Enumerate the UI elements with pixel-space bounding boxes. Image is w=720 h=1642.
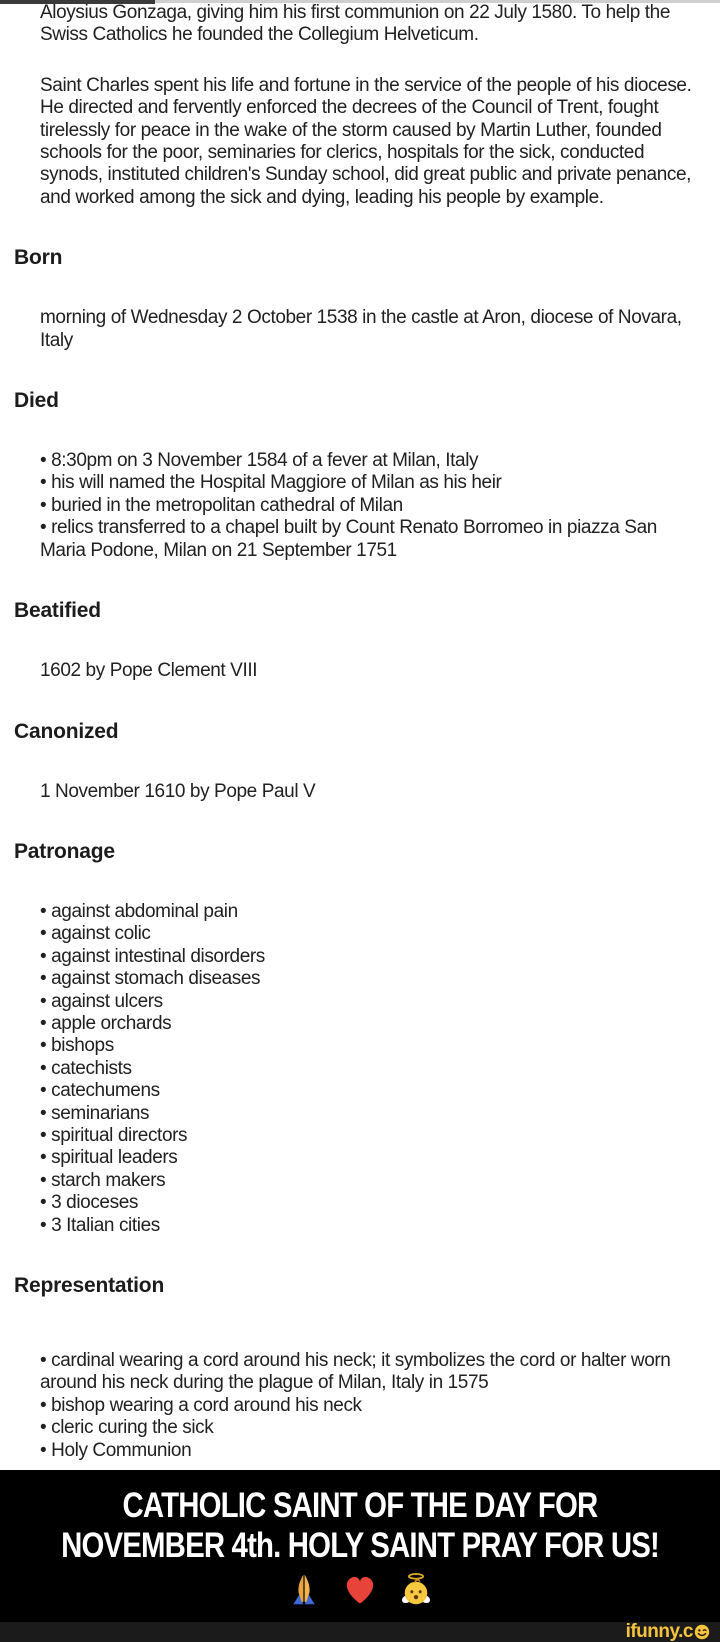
section-heading-beatified: Beatified: [14, 599, 101, 623]
caption-banner: [0, 1470, 720, 1622]
bullet-item: • Holy Communion: [40, 1439, 192, 1461]
bullet-item: • against abdominal pain: [40, 900, 238, 922]
ifunny-logo: [626, 1621, 710, 1642]
section-heading-canonized: Canonized: [14, 719, 119, 743]
intro-paragraph-1: Aloysius Gonzaga, giving him his first communion on 22 July 1580. To help the Swiss Catholics he founded the Collegium Helveticum.: [40, 2, 670, 46]
section-heading-patronage: Patronage: [14, 839, 115, 863]
ifunny-logo-text: ifunny.c: [625, 1621, 693, 1642]
bullet-item: • cleric curing the sick: [40, 1417, 214, 1439]
bullet-item: • against stomach diseases: [40, 968, 261, 990]
praying-hands-emoji: [285, 1571, 323, 1609]
caption-line-1: CATHOLIC SAINT OF THE DAY FOR: [122, 1486, 598, 1525]
bullet-item: • against ulcers: [40, 990, 163, 1012]
section-heading-representation: Representation: [14, 1274, 165, 1297]
bullet-item: • buried in the metropolitan cathedral of Milan: [40, 494, 403, 516]
bullet-item: • apple orchards: [40, 1012, 172, 1034]
bullet-item: • catechumens: [40, 1080, 160, 1102]
bullet-item: • bishops: [40, 1035, 114, 1057]
section-content-died: [40, 450, 692, 562]
bullet-item: • seminarians: [40, 1102, 150, 1124]
bullet-item: • against colic: [40, 923, 151, 945]
section-content-beatified: [40, 660, 692, 682]
red-heart-emoji: [341, 1571, 379, 1609]
bullet-item: • his will named the Hospital Maggiore of Milan as his heir: [40, 472, 502, 494]
bullet-item: • 3 Italian cities: [40, 1214, 160, 1236]
emoji-row: [0, 1571, 720, 1609]
section-content-canonized: [40, 781, 692, 803]
baby-angel-emoji: [397, 1571, 435, 1609]
bullet-item: • 3 dioceses: [40, 1192, 138, 1214]
bullet-item: • cardinal wearing a cord around his neck; it symbolizes the cord or halter worn around his neck during the plague of Milan, Italy in 1575: [40, 1350, 671, 1394]
caption-line-2: NOVEMBER 4th. HOLY SAINT PRAY FOR US!: [61, 1526, 659, 1565]
section-heading-born: Born: [14, 246, 63, 270]
watermark-bar: [0, 1622, 720, 1642]
section-content-representation: [40, 1350, 692, 1462]
bullet-item: • bishop wearing a cord around his neck: [40, 1394, 362, 1416]
smiley-icon: [694, 1624, 710, 1640]
paragraph: morning of Wednesday 2 October 1538 in the castle at Aron, diocese of Novara, Italy: [40, 307, 682, 351]
section-content-patronage: [40, 901, 692, 1237]
section-content-born: [40, 307, 692, 352]
section-heading-died: Died: [14, 389, 59, 413]
paragraph: 1 November 1610 by Pope Paul V: [40, 780, 316, 802]
paragraph: 1602 by Pope Clement VIII: [40, 660, 258, 682]
intro-paragraphs: [40, 2, 692, 209]
bullet-item: • 8:30pm on 3 November 1584 of a fever at Milan, Italy: [40, 450, 479, 472]
bullet-item: • spiritual leaders: [40, 1147, 178, 1169]
article-sections: [14, 246, 692, 1462]
bullet-item: • catechists: [40, 1057, 132, 1079]
bullet-item: • relics transferred to a chapel built by Count Renato Borromeo in piazza San Maria Podone, Milan on 21 September 1751: [40, 517, 657, 561]
bullet-item: • spiritual directors: [40, 1124, 188, 1146]
bullet-item: • against intestinal disorders: [40, 945, 265, 967]
intro-paragraph-2: Saint Charles spent his life and fortune in the service of the people of his diocese. He directed and fervently enforced the decrees of the Council of Trent, fought tirelessly for peace in the wake of the storm caused by Martin Luther, founded schools for the poor, seminaries for clerics, hospitals for the sick, conducted synods, instituted children's Sunday school, did great public and private penance, and worked among the sick and dying, leading his people by example.: [40, 74, 692, 208]
bullet-item: • starch makers: [40, 1169, 166, 1191]
